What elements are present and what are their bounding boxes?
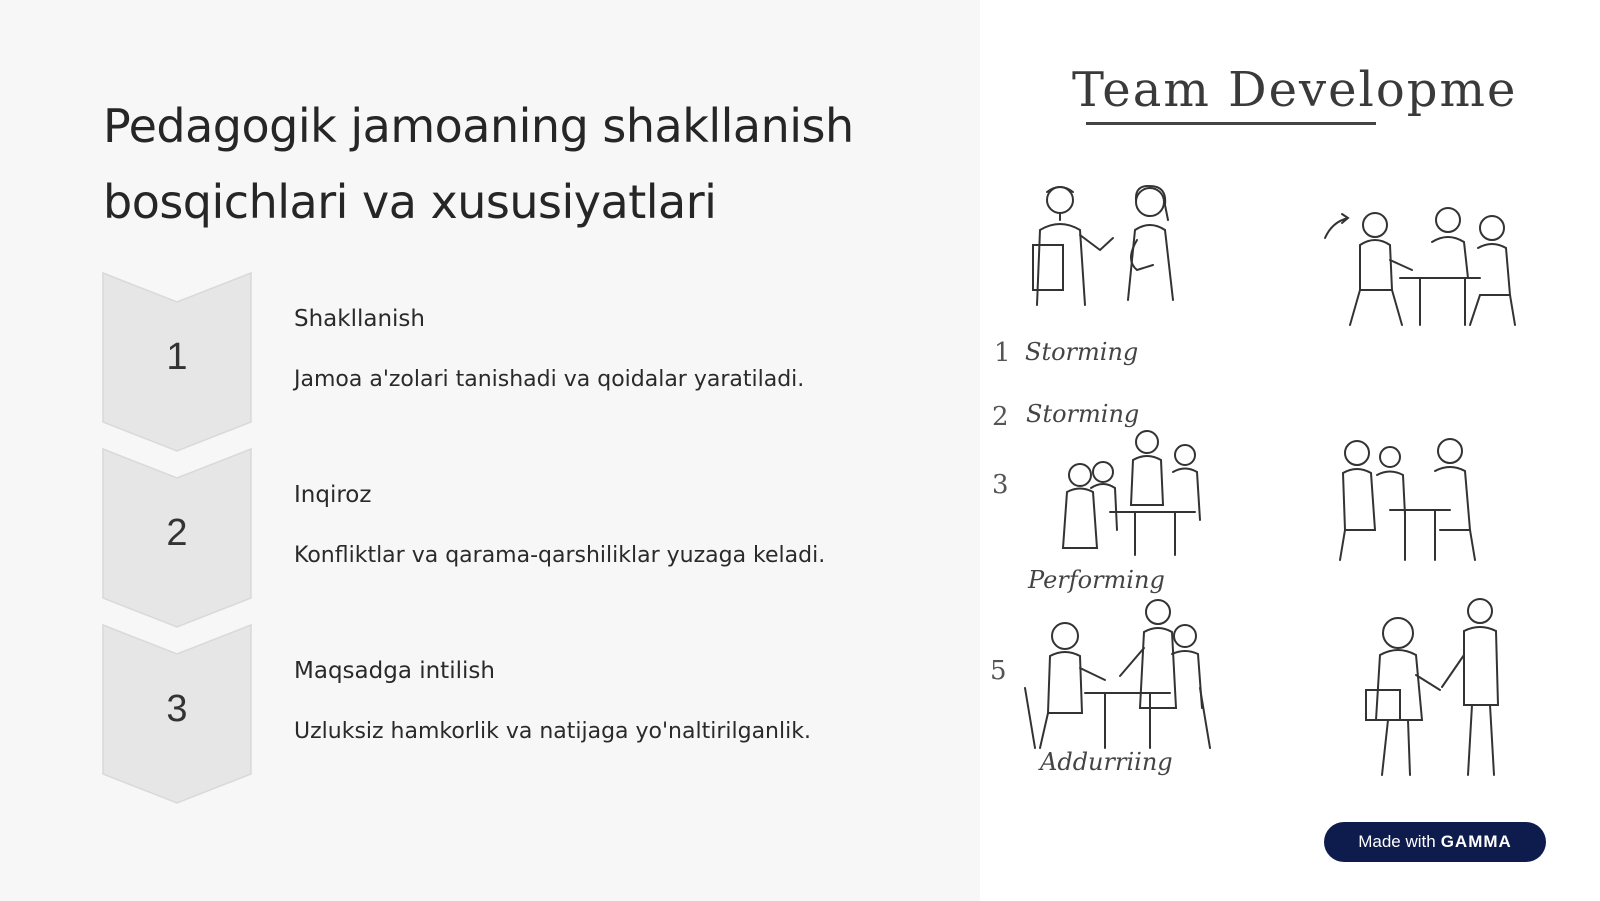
stage-label-storming-2: Storming <box>1026 400 1140 428</box>
team-table-sketch <box>1335 435 1485 565</box>
stage-number-2: 2 <box>992 402 1009 432</box>
step-3-chevron <box>102 624 252 804</box>
illustration-panel <box>980 0 1600 901</box>
step-1-description: Jamoa a'zolari tanishadi va qoidalar yaratiladi. <box>294 367 805 392</box>
stage-label-storming-1: Storming <box>1025 338 1139 366</box>
stage-number-1: 1 <box>994 338 1011 368</box>
two-people-talking-sketch <box>1025 180 1215 315</box>
title-underline <box>1086 122 1376 125</box>
group-discussion-sketch <box>1055 430 1215 558</box>
step-3-description: Uzluksiz hamkorlik va natijaga yo'naltirilganlik. <box>294 719 811 744</box>
step-1-title: Shakllanish <box>294 306 425 332</box>
step-2-number: 2 <box>166 512 188 554</box>
stage-label-performing: Performing <box>1028 566 1165 594</box>
handshake-meeting-sketch <box>1020 598 1220 758</box>
step-1-number: 1 <box>166 336 188 378</box>
farewell-handshake-sketch <box>1360 595 1520 785</box>
made-with-gamma-badge[interactable] <box>1324 822 1546 862</box>
step-2-description: Konfliktlar va qarama-qarshiliklar yuzaga keladi. <box>294 543 826 568</box>
stage-label-adjourning: Addurriing <box>1040 748 1173 776</box>
step-2-title: Inqiroz <box>294 482 372 508</box>
illustration-title: Team Developme <box>1072 62 1518 118</box>
stage-number-5: 5 <box>990 656 1007 686</box>
step-1-chevron <box>102 272 252 452</box>
step-2-chevron <box>102 448 252 628</box>
table-meeting-sketch <box>1320 200 1530 335</box>
slide-title: Pedagogik jamoaning shakllanish bosqichlari va xususiyatlari <box>103 99 854 229</box>
stage-number-3: 3 <box>992 470 1009 500</box>
gamma-logo: GAMMA <box>1440 832 1512 851</box>
badge-prefix: Made with <box>1358 832 1436 851</box>
step-3-number: 3 <box>166 688 188 730</box>
step-3-title: Maqsadga intilish <box>294 658 495 684</box>
